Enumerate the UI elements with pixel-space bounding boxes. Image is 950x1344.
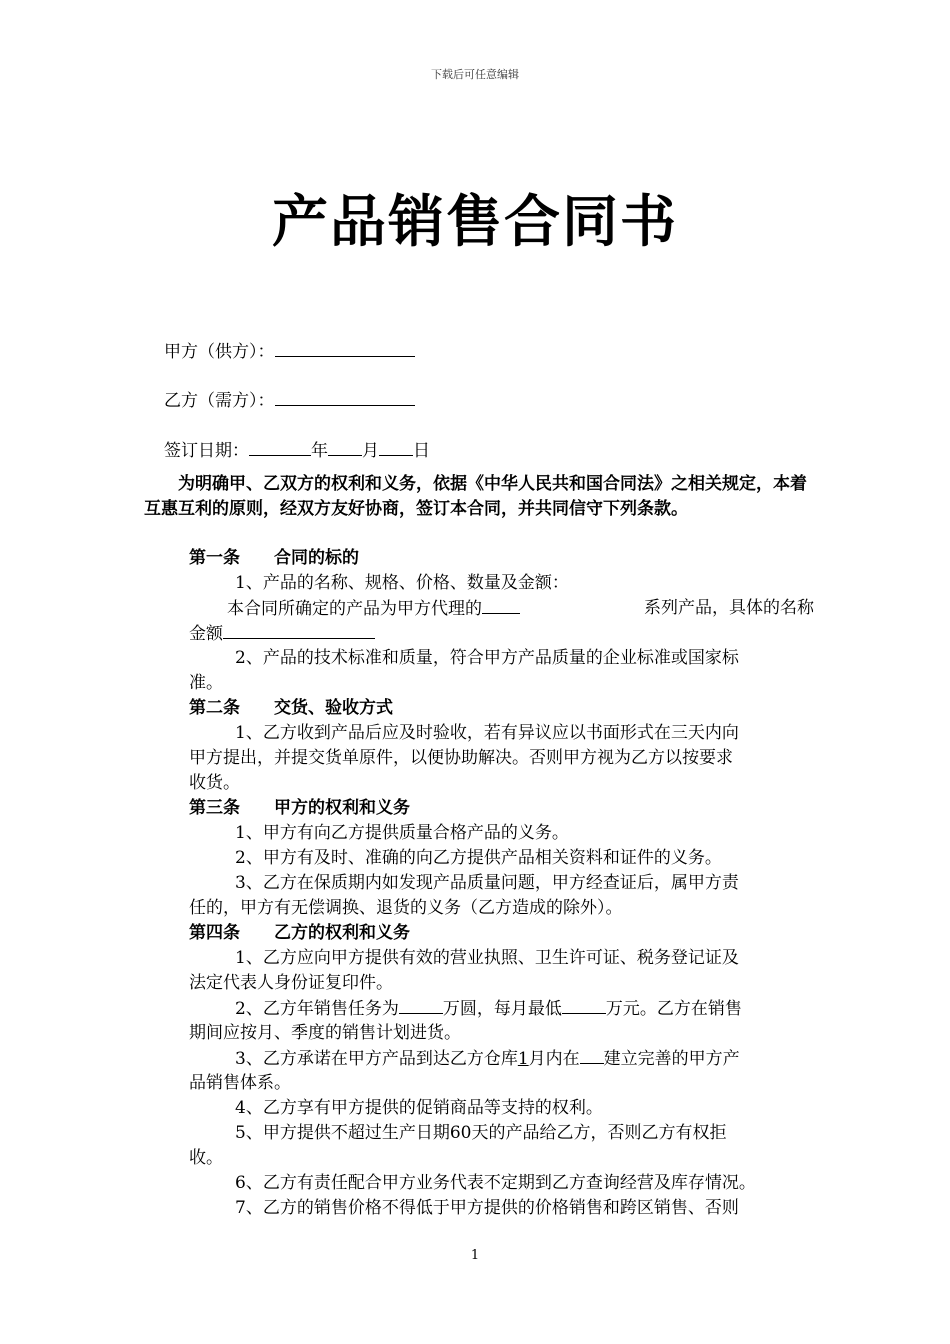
page-number: 1 bbox=[470, 1248, 480, 1263]
article-1-detail-text-b: 系列产品，具体的名称 bbox=[644, 598, 814, 618]
article-4-item-2-cont: 期间应按月、季度的销售计划进货。 bbox=[189, 1023, 461, 1043]
months-value: 1 bbox=[517, 1049, 529, 1069]
article-1-amount-line bbox=[189, 621, 814, 646]
day-blank bbox=[379, 437, 413, 456]
party-b-label: 乙方（需方）： bbox=[164, 391, 275, 411]
annual-target-blank bbox=[399, 996, 443, 1014]
article-3-heading bbox=[189, 796, 814, 821]
contract-body bbox=[189, 546, 814, 1221]
document-title: 产品销售合同书 bbox=[272, 190, 678, 255]
article-1-title: 合同的标的 bbox=[274, 548, 359, 568]
article-2-item-1: 1、乙方收到产品后应及时验收，若有异议应以书面形式在三天内向 bbox=[235, 723, 739, 743]
article-3-item-1: 1、甲方有向乙方提供质量合格产品的义务。 bbox=[235, 823, 569, 843]
article-3-title: 甲方的权利和义务 bbox=[274, 798, 410, 818]
year-label: 年 bbox=[311, 441, 328, 461]
article-3-item-3-cont: 任的，甲方有无偿调换、退货的义务（乙方造成的除外）。 bbox=[189, 898, 623, 918]
region-blank bbox=[580, 1046, 604, 1064]
article-4-title: 乙方的权利和义务 bbox=[274, 923, 410, 943]
page-header-note: 下载后可任意编辑 bbox=[431, 68, 519, 81]
article-3-item-2: 2、甲方有及时、准确的向乙方提供产品相关资料和证件的义务。 bbox=[235, 848, 722, 868]
article-4-item-7: 7、乙方的销售价格不得低于甲方提供的价格销售和跨区销售、否则 bbox=[235, 1198, 739, 1218]
article-3-number: 第三条 bbox=[189, 798, 240, 818]
article-2-item-1-cont-2: 收货。 bbox=[189, 773, 240, 793]
month-label: 月 bbox=[362, 441, 379, 461]
article-1-item-2: 2、产品的技术标准和质量，符合甲方产品质量的企业标准或国家标 bbox=[235, 648, 739, 668]
article-1-item-2-cont: 准。 bbox=[189, 673, 223, 693]
party-a-label: 甲方（供方）： bbox=[164, 342, 275, 362]
article-4-item-3-cont: 品销售体系。 bbox=[189, 1073, 291, 1093]
article-1-detail-text-a: 本合同所确定的产品为甲方代理的 bbox=[227, 596, 520, 621]
article-3-item-3: 3、乙方在保质期内如发现产品质量问题，甲方经查证后，属甲方责 bbox=[235, 873, 739, 893]
article-4-number: 第四条 bbox=[189, 923, 240, 943]
amount-blank bbox=[223, 621, 375, 639]
article-2-heading bbox=[189, 696, 814, 721]
monthly-minimum-blank bbox=[562, 996, 606, 1014]
signing-date-line bbox=[164, 437, 430, 463]
article-4-item-1: 1、乙方应向甲方提供有效的营业执照、卫生许可证、税务登记证及 bbox=[235, 948, 739, 968]
year-blank bbox=[249, 437, 311, 456]
series-blank bbox=[482, 596, 520, 614]
article-4-item-5-cont: 收。 bbox=[189, 1148, 223, 1168]
article-4-item-4: 4、乙方享有甲方提供的促销商品等支持的权利。 bbox=[235, 1098, 603, 1118]
party-a-line bbox=[164, 338, 415, 364]
party-b-blank bbox=[275, 387, 415, 406]
contract-preamble: 为明确甲、乙双方的权利和义务，依据《中华人民共和国合同法》之相关规定，本着互惠互利的原则，经双方友好协商，签订本合同，并共同信守下列条款。 bbox=[144, 474, 807, 519]
article-1-number: 第一条 bbox=[189, 548, 240, 568]
article-1-item-1-detail bbox=[189, 596, 814, 621]
article-1-item-1: 1、产品的名称、规格、价格、数量及金额： bbox=[235, 573, 569, 593]
amount-label: 金额 bbox=[189, 624, 223, 644]
article-2-number: 第二条 bbox=[189, 698, 240, 718]
article-2-item-1-cont: 甲方提出，并提交货单原件，以便协助解决。否则甲方视为乙方以按要求 bbox=[189, 748, 733, 768]
article-4-item-3: 3、乙方承诺在甲方产品到达乙方仓库1月内在 建立完善的甲方产 bbox=[189, 1046, 814, 1071]
day-label: 日 bbox=[413, 441, 430, 461]
article-4-item-1-cont: 法定代表人身份证复印件。 bbox=[189, 973, 393, 993]
article-4-item-2: 2、乙方年销售任务为 万圆，每月最低 万元。乙方在销售 bbox=[189, 996, 814, 1021]
article-2-title: 交货、验收方式 bbox=[274, 698, 393, 718]
signing-date-label: 签订日期： bbox=[164, 441, 249, 461]
party-b-line bbox=[164, 387, 415, 413]
month-blank bbox=[328, 437, 362, 456]
article-4-heading bbox=[189, 921, 814, 946]
party-a-blank bbox=[275, 338, 415, 357]
article-4-item-5: 5、甲方提供不超过生产日期60天的产品给乙方，否则乙方有权拒 bbox=[235, 1123, 727, 1143]
article-1-heading bbox=[189, 546, 814, 571]
article-4-item-6: 6、乙方有责任配合甲方业务代表不定期到乙方查询经营及库存情况。 bbox=[235, 1173, 756, 1193]
